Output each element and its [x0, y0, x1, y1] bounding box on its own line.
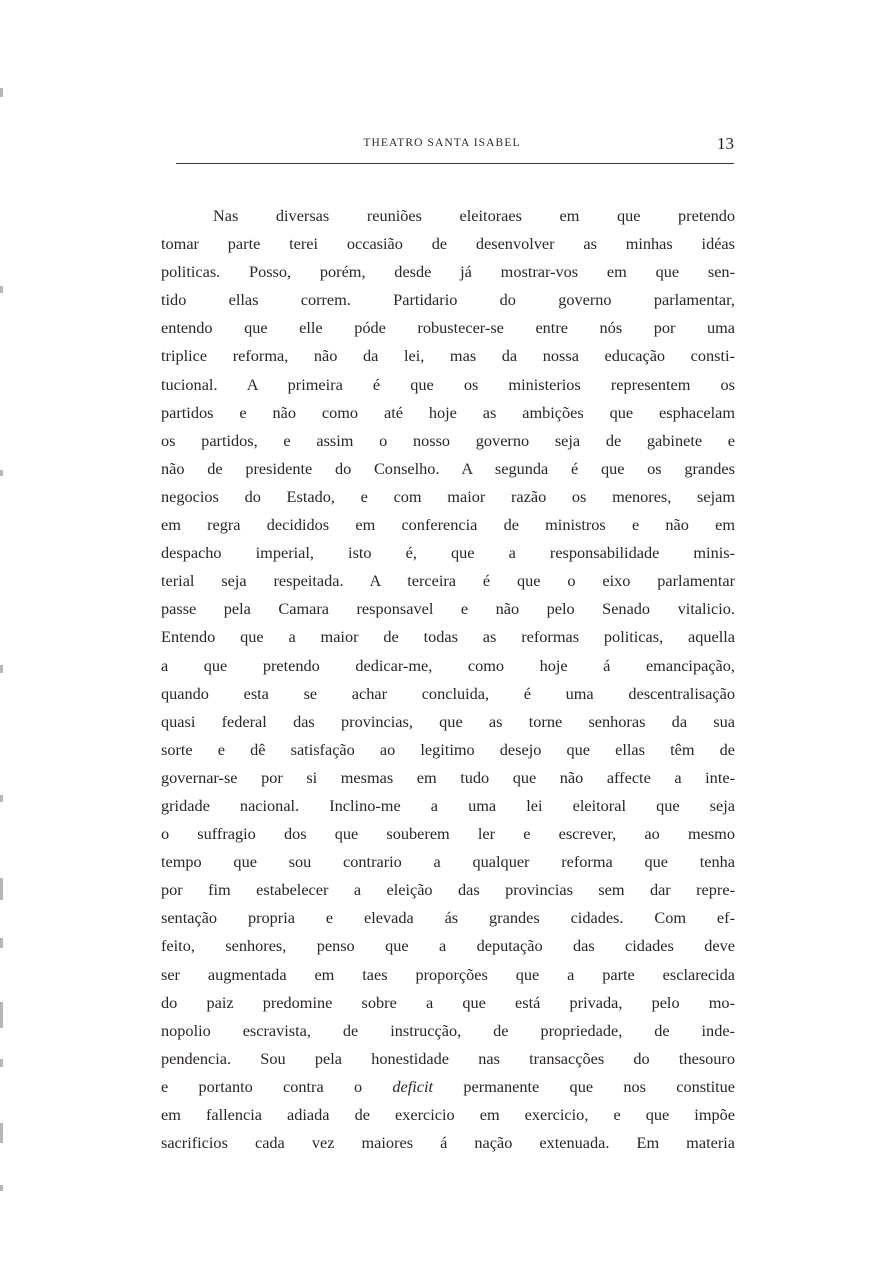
text-fragment: permanente que nos constitue	[433, 1076, 735, 1096]
text-line: tomar parte terei occasião de desenvolver as minhas idéas	[161, 234, 735, 254]
text-line: Entendo que a maior de todas as reformas politicas, aquella	[161, 627, 735, 647]
text-line: triplice reforma, não da lei, mas da nossa educação consti-	[161, 346, 735, 366]
text-line: ser augmentada em taes proporções que a parte esclarecida	[161, 964, 735, 984]
text-line: passe pela Camara responsavel e não pelo Senado vitalicio.	[161, 599, 735, 619]
text-line: em fallencia adiada de exercicio em exercicio, e que impõe	[161, 1105, 735, 1124]
scan-edge-mark	[0, 470, 3, 476]
text-line: sacrificios cada vez maiores á nação extenuada. Em materia	[161, 1133, 735, 1153]
text-line: partidos e não como até hoje as ambições que esphacelam	[161, 402, 735, 422]
text-line: Nas diversas reuniões eleitoraes em que pretendo	[213, 206, 735, 225]
scan-edge-mark	[0, 88, 3, 97]
text-line: quasi federal das provincias, que as torne senhoras da sua	[161, 711, 735, 731]
text-line: feito, senhores, penso que a deputação das cidades deve	[161, 936, 735, 956]
scan-edge-mark	[0, 1059, 3, 1067]
text-line: sentação propria e elevada ás grandes cidades. Com ef-	[161, 908, 735, 928]
text-line: tempo que sou contrario a qualquer reforma que tenha	[161, 852, 735, 872]
running-title: THEATRO SANTA ISABEL	[363, 137, 521, 149]
text-fragment: e portanto contra o	[161, 1076, 393, 1096]
scan-edge-mark	[0, 938, 3, 948]
text-line: tido ellas correm. Partidario do governo parlamentar,	[161, 290, 735, 310]
text-line: gridade nacional. Inclino-me a uma lei eleitoral que seja	[161, 795, 735, 815]
scan-edge-mark	[0, 795, 3, 802]
text-line: pendencia. Sou pela honestidade nas transacções do thesouro	[161, 1048, 735, 1068]
scan-edge-mark	[0, 665, 3, 673]
text-line: despacho imperial, isto é, que a responsabilidade minis-	[161, 543, 735, 563]
text-line: os partidos, e assim o nosso governo seja de gabinete e	[161, 430, 735, 450]
scan-edge-marks	[0, 0, 6, 1263]
italic-term: deficit	[392, 1076, 434, 1096]
scan-edge-mark	[0, 878, 3, 900]
text-line: politicas. Posso, porém, desde já mostrar-vos em que sen-	[161, 262, 735, 282]
scan-edge-mark	[0, 1002, 3, 1028]
header-rule	[176, 163, 734, 164]
text-line: por fim estabelecer a eleição das provincias sem dar repre-	[161, 880, 735, 900]
text-line-with-italic	[161, 1073, 735, 1101]
text-line: a que pretendo dedicar-me, como hoje á emancipação,	[161, 655, 735, 675]
scan-edge-mark	[0, 1123, 3, 1143]
text-line: terial seja respeitada. A terceira é que o eixo parlamentar	[161, 571, 735, 591]
running-head	[176, 135, 734, 165]
text-line: sorte e dê satisfação ao legitimo desejo que ellas têm de	[161, 739, 735, 759]
text-line: quando esta se achar concluida, é uma descentralisação	[161, 683, 735, 703]
text-line: governar-se por si mesmas em tudo que não affecte a inte-	[161, 767, 735, 787]
scan-edge-mark	[0, 286, 3, 293]
text-line: negocios do Estado, e com maior razão os menores, sejam	[161, 486, 735, 506]
text-line: o suffragio dos que souberem ler e escrever, ao mesmo	[161, 824, 735, 844]
page-number: 13	[717, 134, 734, 153]
text-line: não de presidente do Conselho. A segunda é que os grandes	[161, 458, 735, 478]
text-line: do paiz predomine sobre a que está privada, pelo mo-	[161, 992, 735, 1012]
text-line: tucional. A primeira é que os ministerios representem os	[161, 374, 735, 394]
scan-edge-mark	[0, 1185, 3, 1191]
text-line: nopolio escravista, de instrucção, de propriedade, de inde-	[161, 1020, 735, 1040]
text-line: entendo que elle póde robustecer-se entre nós por uma	[161, 318, 735, 338]
text-line: em regra decididos em conferencia de ministros e não em	[161, 515, 735, 535]
body-paragraph	[161, 202, 735, 1157]
